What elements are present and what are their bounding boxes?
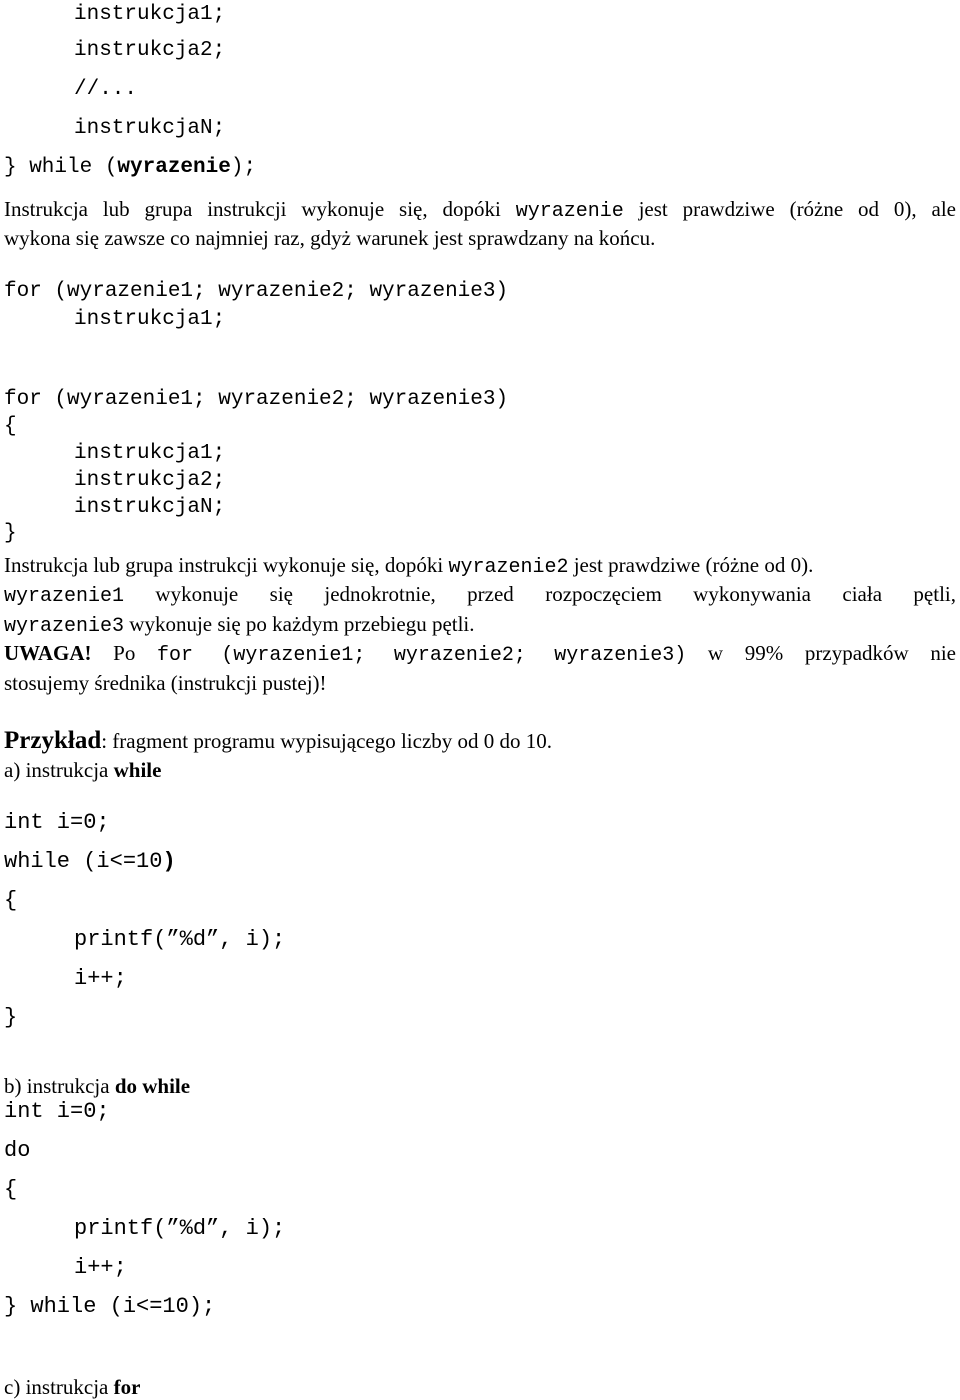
code-brace: { [4,1177,18,1202]
code-line: instrukcja1; [74,3,226,26]
code-line: do [4,1138,31,1163]
warning-label: UWAGA! [4,641,92,665]
section-label-a [4,760,161,781]
text: wykonuje się jednokrotnie, przed rozpoczęciem wykonywania ciała pętli, [124,582,956,606]
inline-code: wyrazenie2 [448,556,569,579]
code-line: printf(”%d”, i); [74,927,286,952]
section-label-c [4,1377,140,1398]
text: wykonuje się po każdym przebiegu pętli. [124,612,475,636]
keyword: for [113,1375,141,1399]
keyword: do while [114,1074,191,1098]
text: a) instrukcja [4,758,114,782]
inline-code: wyrazenie [515,200,624,223]
example-heading [4,728,552,753]
keyword: while [113,758,162,782]
paragraph-line: stosujemy średnika (instrukcji pustej)! [4,671,327,695]
code-brace: } [4,522,17,545]
inline-code: for (wyrazenie1; wyrazenie2; wyrazenie3) [156,644,687,667]
code-fragment: } while ( [4,156,118,179]
code-line: instrukcja1; [74,308,226,331]
text: : fragment programu wypisującego liczby od 0 do 10. [101,729,553,753]
code-line: instrukcja2; [74,39,226,62]
text: Instrukcja lub grupa instrukcji wykonuje się, dopóki [4,197,516,221]
text: c) instrukcja [4,1375,114,1399]
paragraph-line [4,199,956,222]
code-line: } while (i<=10); [4,1294,216,1319]
paragraph-line: wykona się zawsze co najmniej raz, gdyż warunek jest sprawdzany na końcu. [4,226,656,250]
code-line: instrukcjaN; [74,496,226,519]
code-fragment: ); [230,156,257,179]
code-line: int i=0; [4,1099,110,1124]
section-label-b [4,1076,190,1097]
code-line: i++; [74,966,127,991]
example-title: Przykład [4,727,102,754]
text: w 99% przypadków nie [686,641,956,665]
paragraph-line [4,555,813,578]
code-fragment-bold: wyrazenie [117,156,231,179]
code-fragment-bold: ) [162,849,176,874]
code-line-while [4,157,256,178]
paragraph-line [4,614,475,637]
paragraph-line [4,584,956,607]
text: b) instrukcja [4,1074,115,1098]
code-line: instrukcjaN; [74,117,226,140]
code-fragment: while (i<=10 [4,849,163,874]
code-line: printf(”%d”, i); [74,1216,286,1241]
code-line: for (wyrazenie1; wyrazenie2; wyrazenie3) [4,388,509,411]
code-line [4,851,176,873]
text: Po [91,641,157,665]
code-brace: } [4,1005,18,1030]
text: jest prawdziwe (różne od 0). [568,553,814,577]
inline-code: wyrazenie1 [4,585,125,608]
code-brace: { [4,888,18,913]
text: Instrukcja lub grupa instrukcji wykonuje się, dopóki [4,553,449,577]
code-line: instrukcja2; [74,469,226,492]
code-line: for (wyrazenie1; wyrazenie2; wyrazenie3) [4,280,509,303]
code-brace: { [4,415,17,438]
inline-code: wyrazenie3 [4,615,125,638]
code-line: //... [74,78,138,101]
text: jest prawdziwe (różne od 0), ale [623,197,956,221]
warning-line [4,643,956,666]
code-line: instrukcja1; [74,442,226,465]
code-line: int i=0; [4,810,110,835]
code-line: i++; [74,1255,127,1280]
